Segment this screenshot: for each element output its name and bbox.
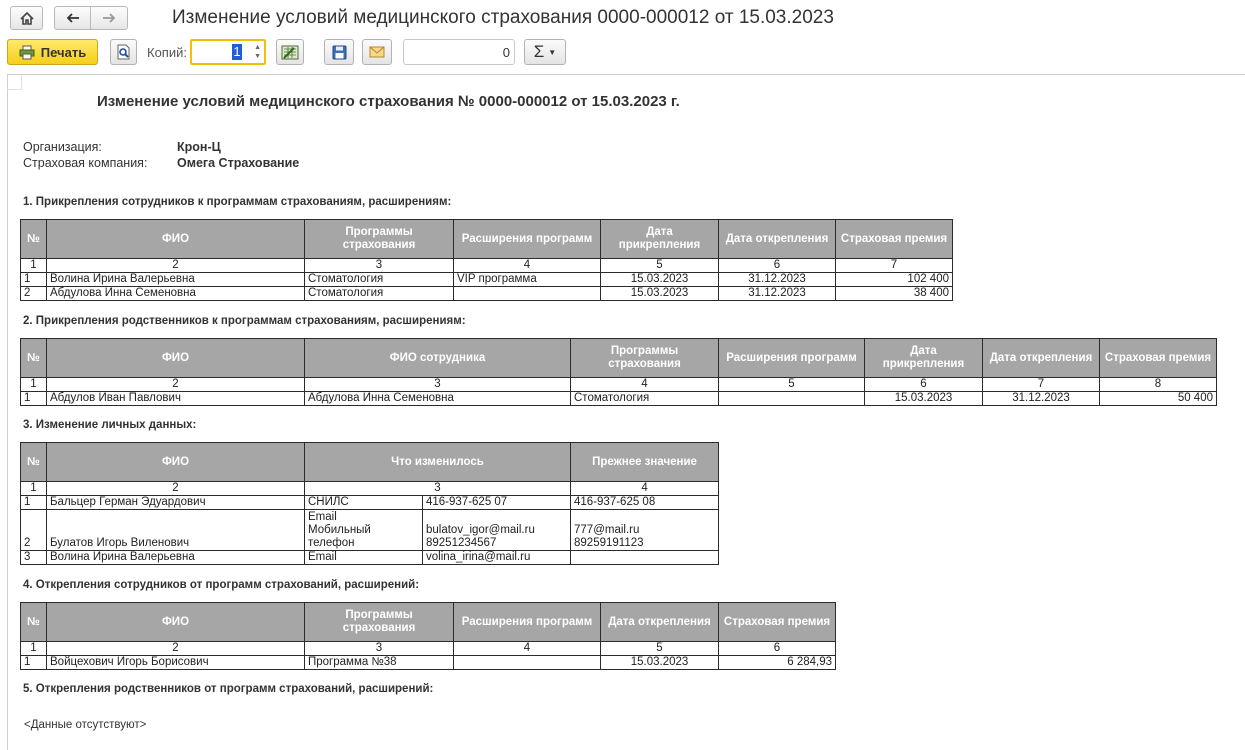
- preview-button[interactable]: [110, 39, 137, 65]
- cell-changed-field: СНИЛС: [305, 496, 423, 510]
- column-number-row: [21, 482, 719, 496]
- column-number: 3: [305, 378, 571, 392]
- column-number: 4: [454, 642, 601, 656]
- cell-premium: 50 400: [1100, 392, 1217, 406]
- changed-field-line: Мобильный: [308, 524, 371, 536]
- section-3-title: 3. Изменение личных данных:: [23, 419, 197, 431]
- cell-fio: Войцехович Игорь Борисович: [47, 656, 305, 670]
- preview-icon: [116, 44, 131, 60]
- back-button[interactable]: [54, 6, 91, 30]
- column-header: ФИО: [47, 220, 305, 259]
- cell-old-value: [571, 551, 719, 565]
- toolbar: [0, 36, 1245, 68]
- table-header: [21, 443, 719, 482]
- section-4-title: 4. Открепления сотрудников от программ страхований, расширений:: [23, 579, 420, 591]
- column-header: ФИО: [47, 339, 305, 378]
- home-icon: [20, 12, 34, 25]
- cell-number: 3: [21, 551, 47, 565]
- column-number-row: [21, 378, 1217, 392]
- column-header: Дата прикрепления: [601, 220, 719, 259]
- cell-program: Стоматология: [305, 273, 454, 287]
- column-header: Дата открепления: [601, 603, 719, 642]
- cell-premium: 6 284,93: [719, 656, 836, 670]
- column-header: Расширения программ: [454, 603, 601, 642]
- chevron-down-icon: ▼: [548, 47, 557, 57]
- cell-employee-fio: Абдулова Инна Семеновна: [305, 392, 571, 406]
- column-number-row: [21, 642, 836, 656]
- cell-attach-date: 15.03.2023: [865, 392, 983, 406]
- cell-detach-date: 31.12.2023: [983, 392, 1100, 406]
- column-header: Программы страхования: [305, 220, 454, 259]
- column-number: 2: [47, 642, 305, 656]
- cell-fio: Булатов Игорь Виленович: [47, 510, 305, 551]
- new-value-line: bulatov_igor@mail.ru: [426, 524, 535, 536]
- insurer-label: Страховая компания:: [23, 156, 148, 170]
- sum-field[interactable]: 0: [403, 39, 515, 65]
- column-header: ФИО: [47, 603, 305, 642]
- cell-changed-field: [305, 510, 423, 551]
- cell-extension: [454, 656, 601, 670]
- table-row: [21, 392, 1217, 406]
- column-header: Что изменилось: [305, 443, 571, 482]
- column-header: ФИО сотрудника: [305, 339, 571, 378]
- cell-attach-date: 15.03.2023: [601, 273, 719, 287]
- table-row: [21, 287, 953, 301]
- column-number: 5: [719, 378, 865, 392]
- column-header: Прежнее значение: [571, 443, 719, 482]
- column-number-row: [21, 259, 953, 273]
- print-button[interactable]: [7, 39, 98, 65]
- org-value: Крон-Ц: [177, 140, 221, 154]
- cell-number: 2: [21, 510, 47, 551]
- cell-program: Стоматология: [571, 392, 719, 406]
- column-number: 6: [719, 642, 836, 656]
- copies-spinner[interactable]: ▲ ▼: [254, 44, 261, 60]
- column-number: 1: [21, 378, 47, 392]
- column-number: 1: [21, 259, 47, 273]
- column-number: 8: [1100, 378, 1217, 392]
- cell-program: Стоматология: [305, 287, 454, 301]
- arrow-left-icon: [66, 13, 80, 23]
- column-number: 4: [571, 378, 719, 392]
- section-3-table: [20, 442, 719, 565]
- column-number: 4: [571, 482, 719, 496]
- arrow-right-icon: [102, 13, 116, 23]
- column-header: Программы страхования: [305, 603, 454, 642]
- table-header: [21, 603, 836, 642]
- column-header: Дата открепления: [983, 339, 1100, 378]
- column-number: 2: [47, 482, 305, 496]
- cell-old-value: 416-937-625 08: [571, 496, 719, 510]
- cell-detach-date: 15.03.2023: [601, 656, 719, 670]
- section-1-table: [20, 219, 953, 301]
- home-button[interactable]: [10, 6, 43, 30]
- cell-premium: 38 400: [836, 287, 953, 301]
- column-number: 2: [47, 378, 305, 392]
- section-2-title: 2. Прикрепления родственников к программам страхованиям, расширениям:: [23, 315, 466, 327]
- cell-fio: Бальцер Герман Эдуардович: [47, 496, 305, 510]
- column-number: 2: [47, 259, 305, 273]
- cell-program: Программа №38: [305, 656, 454, 670]
- column-number: 5: [601, 642, 719, 656]
- save-button[interactable]: [324, 39, 354, 65]
- column-header: Расширения программ: [719, 339, 865, 378]
- title-bar: [0, 0, 1245, 36]
- window-title: Изменение условий медицинского страхования 0000-000012 от 15.03.2023: [172, 7, 834, 28]
- column-number: 5: [601, 259, 719, 273]
- cell-premium: 102 400: [836, 273, 953, 287]
- column-number: 7: [983, 378, 1100, 392]
- cell-new-value: 416-937-625 07: [423, 496, 571, 510]
- new-value-line: 89251234567: [426, 537, 497, 549]
- cell-number: 1: [21, 496, 47, 510]
- cell-extension: [719, 392, 865, 406]
- cell-old-value: [571, 510, 719, 551]
- report-heading: Изменение условий медицинского страхования № 0000-000012 от 15.03.2023 г.: [97, 93, 680, 110]
- column-number: 3: [305, 482, 571, 496]
- column-header: ФИО: [47, 443, 305, 482]
- print-label: Печать: [40, 44, 87, 60]
- old-value-line: 777@mail.ru: [574, 524, 640, 536]
- column-header: Страховая премия: [836, 220, 953, 259]
- column-header: №: [21, 603, 47, 642]
- cell-attach-date: 15.03.2023: [601, 287, 719, 301]
- cell-detach-date: 31.12.2023: [719, 287, 836, 301]
- column-number: 3: [305, 642, 454, 656]
- column-number: 4: [454, 259, 601, 273]
- table-row: [21, 496, 719, 510]
- cell-detach-date: 31.12.2023: [719, 273, 836, 287]
- column-header: Страховая премия: [719, 603, 836, 642]
- sigma-icon: Σ: [533, 42, 545, 61]
- column-header: №: [21, 220, 47, 259]
- column-header: №: [21, 339, 47, 378]
- report-corner: [7, 75, 22, 90]
- section-5-title: 5. Открепления родственников от программ страхований, расширений:: [23, 683, 434, 695]
- copies-input[interactable]: [190, 39, 266, 65]
- column-number: 3: [305, 259, 454, 273]
- column-number: 7: [836, 259, 953, 273]
- copies-label: Копий:: [147, 45, 187, 60]
- column-number: 1: [21, 482, 47, 496]
- old-value-line: 89259191123: [574, 537, 644, 549]
- cell-number: 1: [21, 656, 47, 670]
- column-header: Расширения программ: [454, 220, 601, 259]
- copies-value: 1: [233, 44, 241, 59]
- cell-fio: Волина Ирина Валерьевна: [47, 273, 305, 287]
- page-settings-icon: [281, 45, 299, 60]
- cell-fio: Волина Ирина Валерьевна: [47, 551, 305, 565]
- column-number: 6: [719, 259, 836, 273]
- changed-field-line: телефон: [308, 537, 355, 549]
- cell-extension: [454, 287, 601, 301]
- cell-extension: VIP программа: [454, 273, 601, 287]
- no-data-message: <Данные отсутствуют>: [24, 719, 147, 731]
- column-header: Дата прикрепления: [865, 339, 983, 378]
- section-4-table: [20, 602, 836, 670]
- cell-fio: Абдулов Иван Павлович: [47, 392, 305, 406]
- table-header: [21, 339, 1217, 378]
- table-row: [21, 273, 953, 287]
- cell-fio: Абдулова Инна Семеновна: [47, 287, 305, 301]
- column-number: 1: [21, 642, 47, 656]
- column-number: 6: [865, 378, 983, 392]
- envelope-icon: [369, 46, 385, 58]
- cell-number: 1: [21, 273, 47, 287]
- send-email-button[interactable]: [362, 39, 392, 65]
- cell-new-value: volina_irina@mail.ru: [423, 551, 571, 565]
- page-settings-button[interactable]: [276, 39, 304, 65]
- cell-number: 2: [21, 287, 47, 301]
- table-row: [21, 510, 719, 551]
- floppy-icon: [332, 45, 347, 60]
- table-row: [21, 551, 719, 565]
- column-header: Страховая премия: [1100, 339, 1217, 378]
- cell-number: 1: [21, 392, 47, 406]
- printer-icon: [19, 45, 35, 60]
- cell-new-value: [423, 510, 571, 551]
- forward-button[interactable]: [90, 6, 128, 30]
- column-header: №: [21, 443, 47, 482]
- section-1-title: 1. Прикрепления сотрудников к программам страхованиям, расширениям:: [23, 196, 452, 208]
- column-header: Программы страхования: [571, 339, 719, 378]
- column-header: Дата открепления: [719, 220, 836, 259]
- changed-field-line: Email: [308, 511, 337, 523]
- cell-changed-field: Email: [305, 551, 423, 565]
- table-header: [21, 220, 953, 259]
- section-2-table: [20, 338, 1217, 406]
- org-label: Организация:: [23, 140, 102, 154]
- insurer-value: Омега Страхование: [177, 156, 300, 170]
- table-row: [21, 656, 836, 670]
- sum-mode-button[interactable]: [524, 39, 566, 65]
